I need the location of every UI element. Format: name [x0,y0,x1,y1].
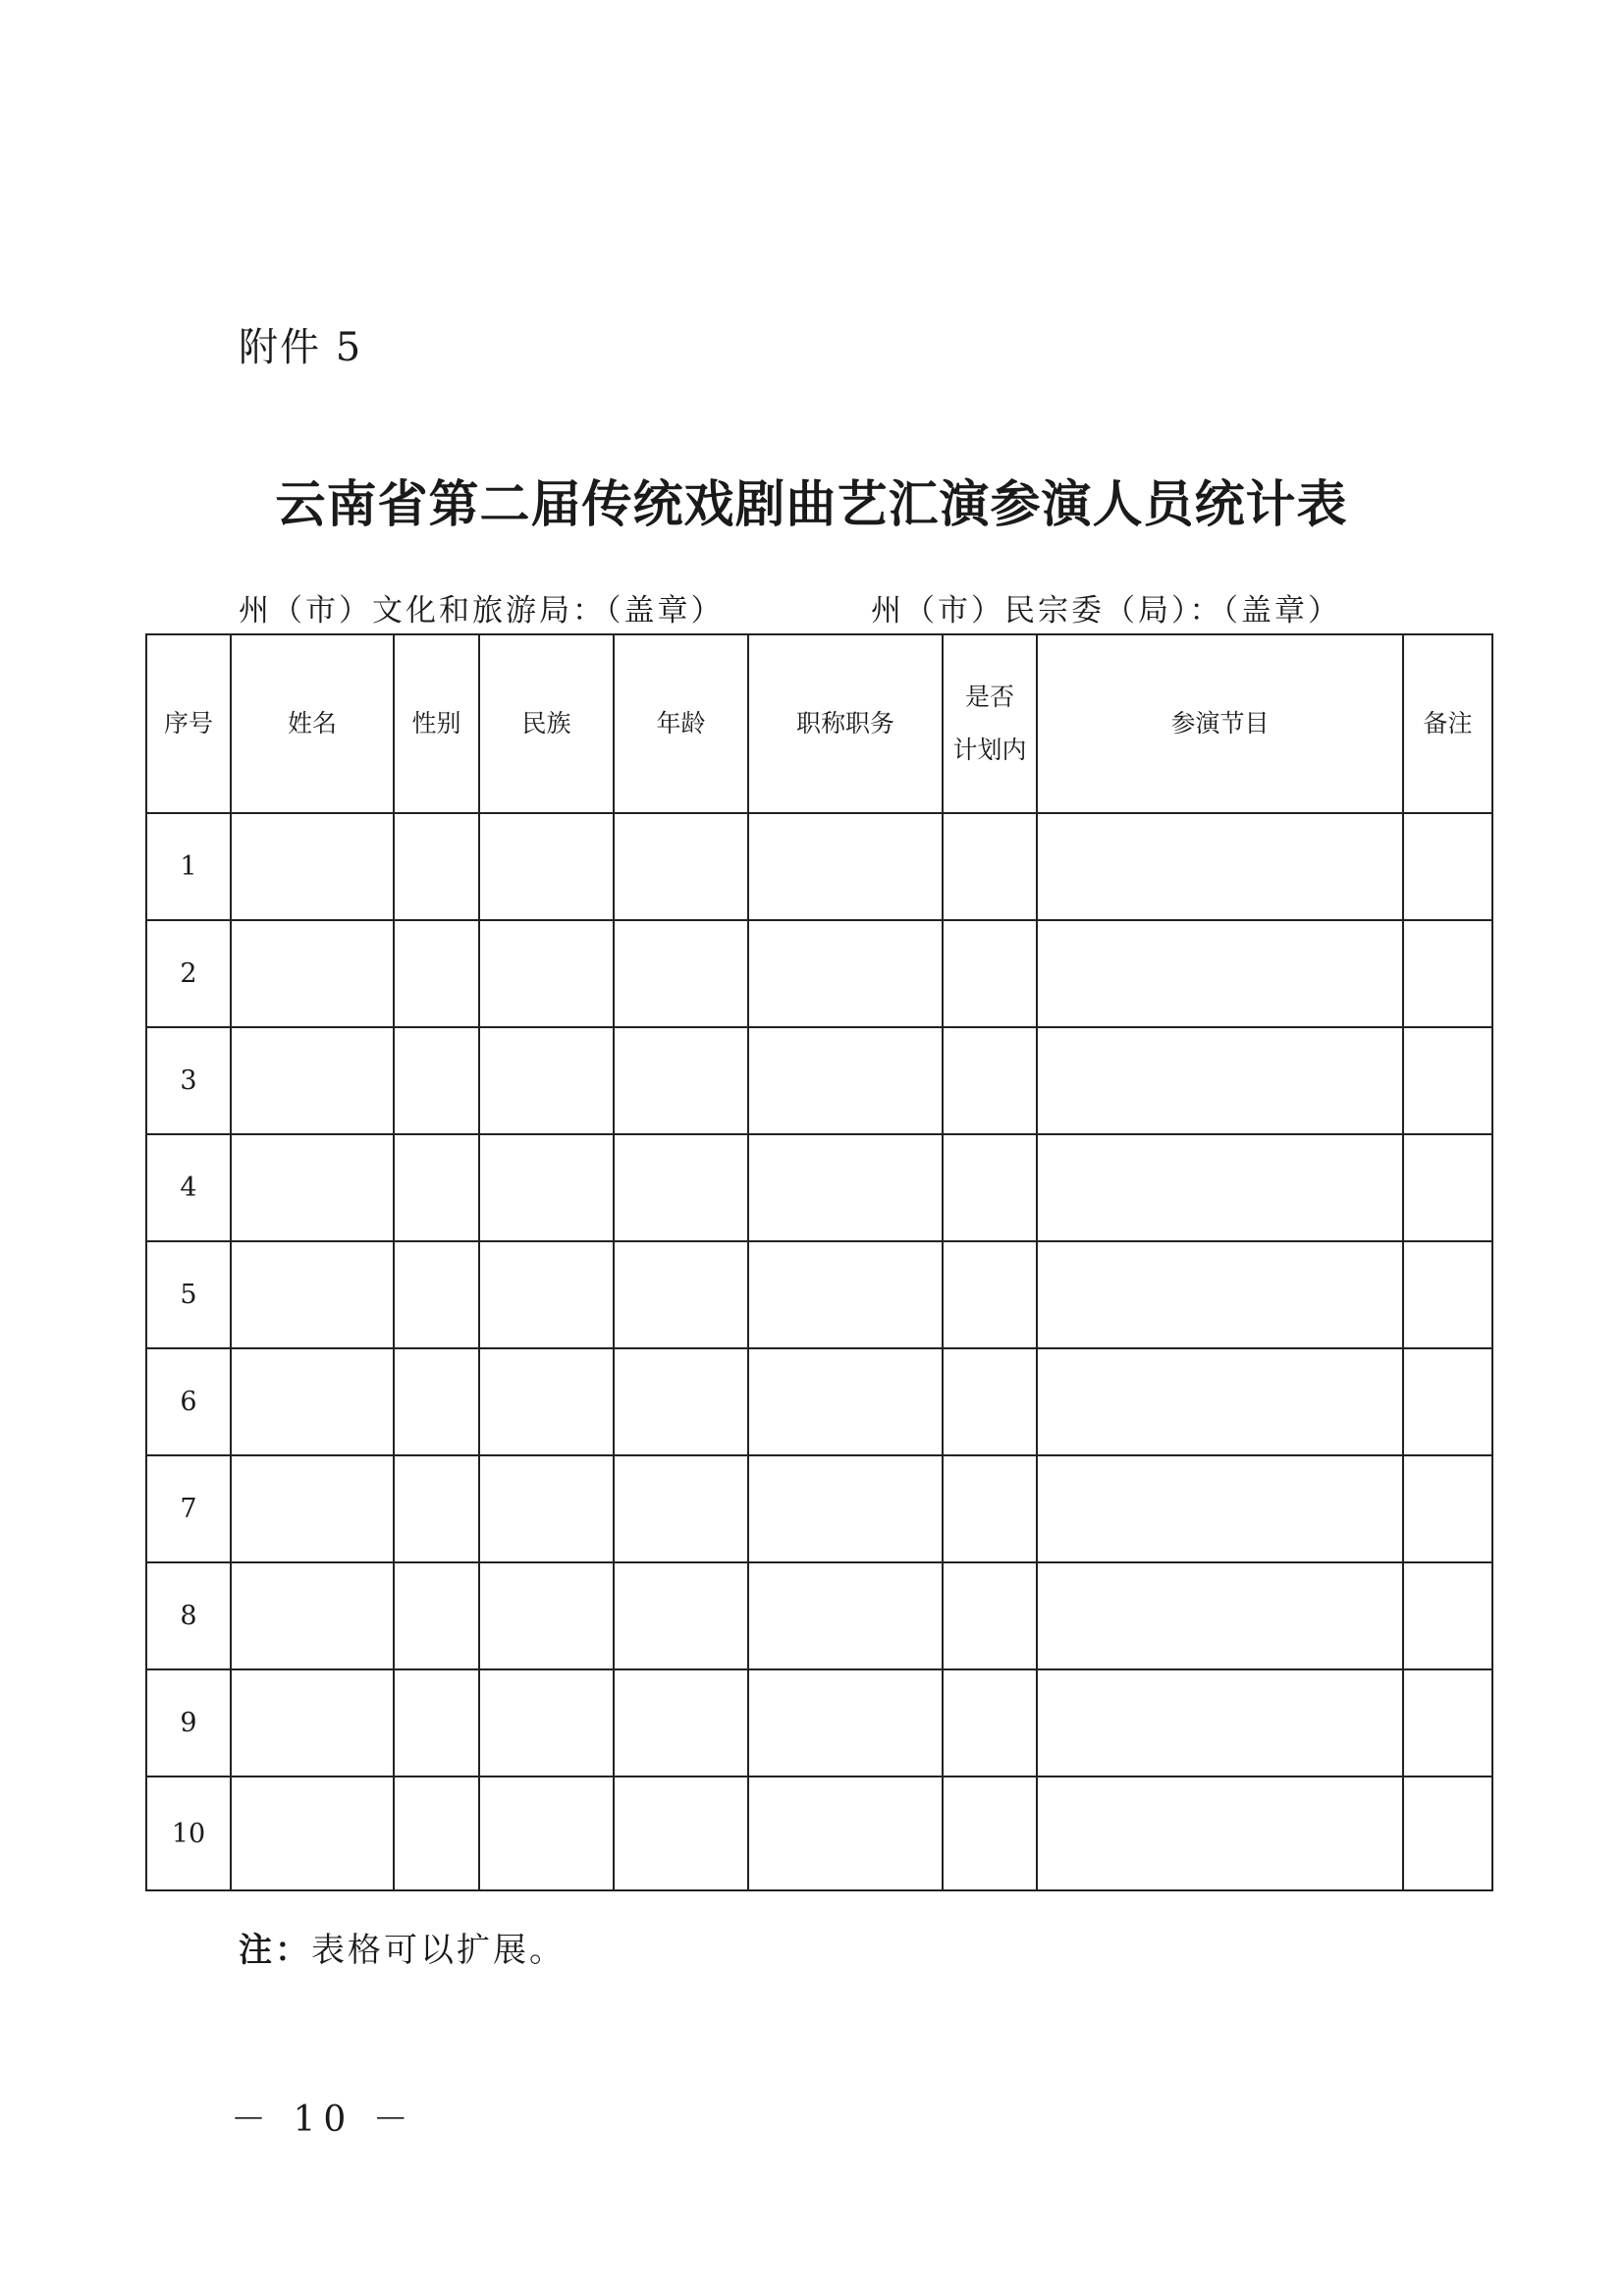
table-row [146,1027,1492,1134]
empty-cell [1037,920,1403,1027]
table-row [146,1348,1492,1455]
empty-cell [1403,1027,1492,1134]
empty-cell [479,1562,614,1669]
empty-cell [1037,1562,1403,1669]
row-seq-cell: 6 [146,1348,231,1455]
empty-cell [943,1455,1037,1562]
empty-cell [394,813,479,920]
empty-cell [1403,1455,1492,1562]
empty-cell [943,813,1037,920]
row-seq-cell: 1 [146,813,231,920]
table-row [146,1134,1492,1241]
empty-cell [231,1027,394,1134]
empty-cell [748,813,943,920]
empty-cell [748,1348,943,1455]
empty-cell [614,1455,748,1562]
empty-cell [748,1241,943,1348]
header-age: 年龄 [614,634,748,813]
empty-cell [231,813,394,920]
empty-cell [614,1241,748,1348]
footnote-text: 表格可以扩展。 [311,1931,566,1970]
empty-cell [231,1777,394,1890]
empty-cell [1403,1777,1492,1890]
empty-cell [748,1777,943,1890]
empty-cell [1403,813,1492,920]
empty-cell [394,920,479,1027]
empty-cell [943,1027,1037,1134]
annex-label: 附件 5 [239,325,363,370]
empty-cell [394,1348,479,1455]
empty-cell [1037,813,1403,920]
empty-cell [1037,1669,1403,1777]
empty-cell [479,1241,614,1348]
empty-cell [1037,1455,1403,1562]
header-name: 姓名 [231,634,394,813]
empty-cell [614,1348,748,1455]
table-row [146,1777,1492,1890]
empty-cell [748,1027,943,1134]
empty-cell [231,1669,394,1777]
empty-cell [394,1241,479,1348]
empty-cell [1403,920,1492,1027]
empty-cell [1403,1348,1492,1455]
table-row [146,920,1492,1027]
empty-cell [748,1562,943,1669]
row-seq-cell: 4 [146,1134,231,1241]
empty-cell [1403,1669,1492,1777]
empty-cell [1037,1777,1403,1890]
header-in-plan-line1: 是否 [964,683,1014,711]
participants-table [145,633,1493,1891]
empty-cell [748,920,943,1027]
empty-cell [614,1777,748,1890]
page-number: － 10 － [231,2100,416,2140]
header-gender: 性别 [394,634,479,813]
empty-cell [479,920,614,1027]
empty-cell [1403,1241,1492,1348]
empty-cell [943,1562,1037,1669]
header-row [146,634,1492,813]
empty-cell [394,1134,479,1241]
header-title: 职称职务 [748,634,943,813]
empty-cell [231,1348,394,1455]
empty-cell [394,1455,479,1562]
empty-cell [748,1134,943,1241]
empty-cell [614,1134,748,1241]
empty-cell [943,1241,1037,1348]
table-row [146,1241,1492,1348]
seal-field-culture-bureau: 州（市）文化和旅游局：（盖章） [239,593,725,629]
empty-cell [943,1669,1037,1777]
empty-cell [479,1134,614,1241]
header-in-plan [943,634,1037,813]
empty-cell [943,1134,1037,1241]
empty-cell [614,1027,748,1134]
empty-cell [748,1669,943,1777]
footnote-label: 注： [239,1931,311,1970]
row-seq-cell: 7 [146,1455,231,1562]
header-seq: 序号 [146,634,231,813]
table-row [146,813,1492,920]
header-in-plan-line2: 计划内 [952,736,1027,764]
empty-cell [231,1562,394,1669]
empty-cell [394,1669,479,1777]
empty-cell [479,1669,614,1777]
empty-cell [394,1027,479,1134]
empty-cell [943,1348,1037,1455]
empty-cell [394,1777,479,1890]
empty-cell [231,920,394,1027]
document-title: 云南省第二届传统戏剧曲艺汇演参演人员统计表 [275,476,1348,534]
empty-cell [614,920,748,1027]
empty-cell [943,1777,1037,1890]
seal-field-ethnic-committee: 州（市）民宗委（局）：（盖章） [871,593,1341,629]
table-row [146,1669,1492,1777]
row-seq-cell: 8 [146,1562,231,1669]
empty-cell [479,1455,614,1562]
table-row [146,1562,1492,1669]
empty-cell [943,920,1037,1027]
table-row [146,1455,1492,1562]
empty-cell [1037,1241,1403,1348]
empty-cell [479,1777,614,1890]
footnote [239,1923,566,1971]
empty-cell [748,1455,943,1562]
empty-cell [614,1562,748,1669]
row-seq-cell: 10 [146,1777,231,1890]
empty-cell [1037,1027,1403,1134]
empty-cell [614,813,748,920]
header-remark: 备注 [1403,634,1492,813]
row-seq-cell: 3 [146,1027,231,1134]
row-seq-cell: 2 [146,920,231,1027]
empty-cell [479,813,614,920]
header-program: 参演节目 [1037,634,1403,813]
empty-cell [479,1027,614,1134]
empty-cell [1403,1134,1492,1241]
empty-cell [231,1455,394,1562]
row-seq-cell: 9 [146,1669,231,1777]
empty-cell [614,1669,748,1777]
empty-cell [1037,1348,1403,1455]
empty-cell [1037,1134,1403,1241]
empty-cell [479,1348,614,1455]
header-ethnicity: 民族 [479,634,614,813]
empty-cell [231,1134,394,1241]
empty-cell [1403,1562,1492,1669]
empty-cell [394,1562,479,1669]
row-seq-cell: 5 [146,1241,231,1348]
empty-cell [231,1241,394,1348]
